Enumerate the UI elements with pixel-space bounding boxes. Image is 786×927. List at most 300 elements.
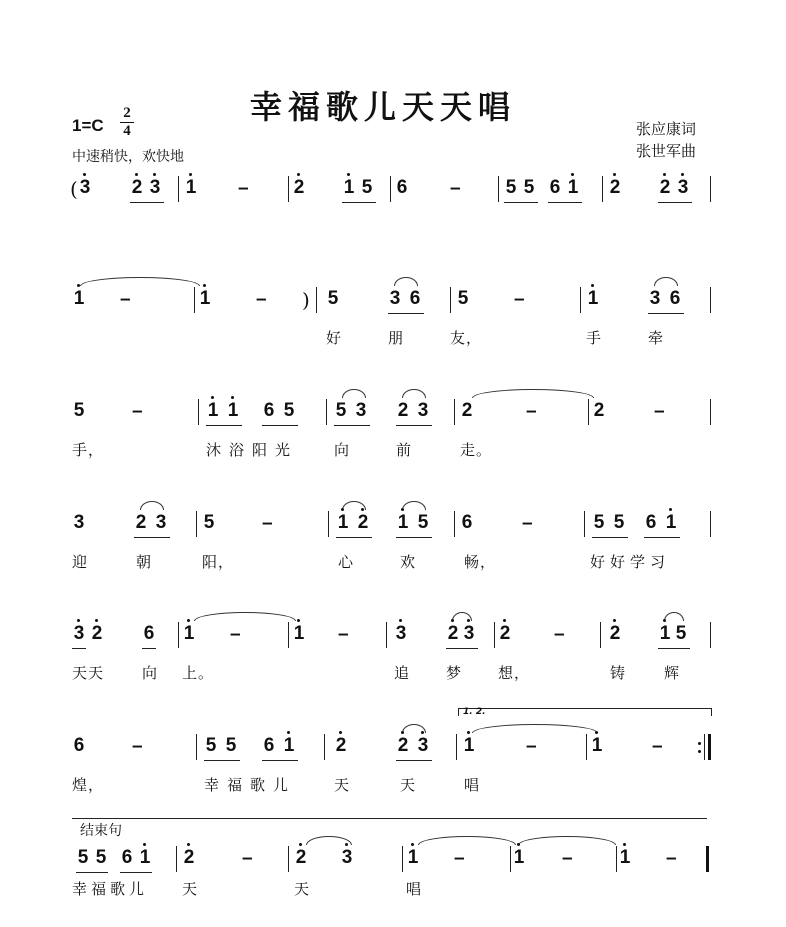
paren-close: ) xyxy=(302,288,310,312)
note xyxy=(416,401,430,421)
note-digit: 3 xyxy=(73,512,85,533)
lyric: 向 xyxy=(334,441,351,459)
note xyxy=(462,624,476,644)
beam xyxy=(204,760,240,761)
score-line-7 xyxy=(70,842,715,898)
score-line-3 xyxy=(70,395,715,459)
note-digit: 1 xyxy=(567,177,579,198)
note xyxy=(334,736,348,756)
note-digit: 1 xyxy=(587,288,599,309)
barline xyxy=(710,287,711,313)
note xyxy=(292,624,306,644)
note-digit: 6 xyxy=(263,735,275,756)
barline xyxy=(288,622,289,648)
note-digit: 2 xyxy=(499,623,511,644)
dash: – xyxy=(242,848,253,869)
note-digit: 5 xyxy=(675,623,687,644)
lyric: 唱 xyxy=(464,776,481,794)
note xyxy=(120,848,134,868)
note xyxy=(226,401,240,421)
note xyxy=(148,178,162,198)
note-digit: 3 xyxy=(417,400,429,421)
lyric: 心 xyxy=(338,553,355,571)
note xyxy=(406,848,420,868)
note xyxy=(292,178,306,198)
lyric: 幸福歌儿 xyxy=(72,880,149,898)
slur xyxy=(394,277,418,286)
note-digit: 6 xyxy=(645,512,657,533)
note-digit: 1 xyxy=(199,288,211,309)
key-signature xyxy=(72,116,104,136)
note-digit: 1 xyxy=(293,623,305,644)
note-digit: 1 xyxy=(397,512,409,533)
note-digit: 3 xyxy=(463,623,475,644)
note xyxy=(395,178,409,198)
note xyxy=(394,624,408,644)
note xyxy=(72,401,86,421)
dash: – xyxy=(526,736,537,757)
score-line-6 xyxy=(70,730,715,794)
note-digit: 2 xyxy=(659,177,671,198)
note xyxy=(142,624,156,644)
barline xyxy=(328,511,329,537)
note xyxy=(396,513,410,533)
beam xyxy=(134,537,170,538)
repeat-end-barline xyxy=(708,734,711,760)
note xyxy=(396,401,410,421)
tie xyxy=(518,836,616,845)
dash: – xyxy=(238,178,249,199)
dash: – xyxy=(554,624,565,645)
beam xyxy=(206,425,242,426)
note xyxy=(586,289,600,309)
lyric: 追 xyxy=(394,664,411,682)
note-digit: 3 xyxy=(155,512,167,533)
beam xyxy=(142,648,156,649)
note-digit: 6 xyxy=(409,288,421,309)
note xyxy=(334,401,348,421)
note-digit: 3 xyxy=(417,735,429,756)
note xyxy=(340,848,354,868)
note-digit: 2 xyxy=(397,735,409,756)
note-digit: 2 xyxy=(357,512,369,533)
score-line-1 xyxy=(70,172,715,212)
note xyxy=(326,289,340,309)
volta-label: 1. 2. xyxy=(463,707,486,717)
note xyxy=(134,513,148,533)
note xyxy=(72,736,86,756)
lyric: 手 xyxy=(586,329,603,347)
note xyxy=(262,401,276,421)
dash: – xyxy=(338,624,349,645)
note xyxy=(456,289,470,309)
note-digit: 5 xyxy=(417,512,429,533)
note-digit: 1 xyxy=(207,400,219,421)
note-digit: 6 xyxy=(263,400,275,421)
note-digit: 5 xyxy=(523,177,535,198)
note-digit: 3 xyxy=(649,288,661,309)
tie xyxy=(418,836,516,845)
note-digit: 6 xyxy=(143,623,155,644)
dash: – xyxy=(230,624,241,645)
note-digit: 1 xyxy=(185,177,197,198)
note-digit: 2 xyxy=(609,177,621,198)
note-digit: 2 xyxy=(461,400,473,421)
barline xyxy=(390,176,391,202)
note-digit: 3 xyxy=(341,847,353,868)
beam xyxy=(548,202,582,203)
dash: – xyxy=(666,848,677,869)
note-digit: 2 xyxy=(131,177,143,198)
beam xyxy=(658,648,690,649)
note xyxy=(336,513,350,533)
composer-credit: 张世军曲 xyxy=(636,142,697,160)
lyric: 向 xyxy=(142,664,159,682)
dash: – xyxy=(526,401,537,422)
note xyxy=(294,848,308,868)
note xyxy=(592,513,606,533)
lyric: 手， xyxy=(72,441,105,459)
lyric: 走。 xyxy=(460,441,493,459)
beam xyxy=(396,425,432,426)
lyric: 朋 xyxy=(388,329,405,347)
beam xyxy=(504,202,538,203)
beam xyxy=(592,537,628,538)
note xyxy=(648,289,662,309)
note xyxy=(566,178,580,198)
lyric: 天 xyxy=(400,776,417,794)
note-digit: 3 xyxy=(149,177,161,198)
dash: – xyxy=(450,178,461,199)
lyric: 煌， xyxy=(72,776,105,794)
barline xyxy=(386,622,387,648)
note-digit: 2 xyxy=(335,735,347,756)
key-label: 1=C xyxy=(72,116,104,135)
barline xyxy=(324,734,325,760)
note-digit: 1 xyxy=(513,847,525,868)
note xyxy=(618,848,632,868)
barline xyxy=(402,846,403,872)
note xyxy=(204,736,218,756)
note xyxy=(612,513,626,533)
note-digit: 5 xyxy=(283,400,295,421)
barline xyxy=(194,287,195,313)
note-digit: 5 xyxy=(613,512,625,533)
note xyxy=(138,848,152,868)
barline xyxy=(456,734,457,760)
beam xyxy=(446,648,478,649)
barline xyxy=(616,846,617,872)
note-digit: 6 xyxy=(396,177,408,198)
note xyxy=(262,736,276,756)
dash: – xyxy=(120,289,131,310)
lyric: 畅， xyxy=(464,553,497,571)
slur xyxy=(654,277,678,286)
note-digit: 5 xyxy=(73,400,85,421)
barline xyxy=(196,734,197,760)
note xyxy=(674,624,688,644)
note-digit: 6 xyxy=(549,177,561,198)
note-digit: 5 xyxy=(361,177,373,198)
note-digit: 1 xyxy=(283,735,295,756)
dash: – xyxy=(522,513,533,534)
note xyxy=(202,513,216,533)
dash: – xyxy=(132,401,143,422)
volta-bracket xyxy=(458,708,712,716)
beam xyxy=(342,202,376,203)
tie xyxy=(194,612,296,621)
note-digit: 5 xyxy=(225,735,237,756)
lyric: 天 xyxy=(182,880,199,898)
note xyxy=(548,178,562,198)
note-digit: 5 xyxy=(505,177,517,198)
note-digit: 6 xyxy=(73,735,85,756)
barline xyxy=(326,399,327,425)
note xyxy=(224,736,238,756)
ending-label: 结束句 xyxy=(80,823,122,839)
note-digit: 6 xyxy=(669,288,681,309)
barline xyxy=(584,511,585,537)
dash: – xyxy=(132,736,143,757)
note xyxy=(658,624,672,644)
note xyxy=(658,178,672,198)
ending-bracket xyxy=(72,818,707,819)
note xyxy=(154,513,168,533)
barline xyxy=(588,399,589,425)
note-digit: 1 xyxy=(139,847,151,868)
barline xyxy=(176,846,177,872)
lyric: 天天 xyxy=(72,664,105,682)
note xyxy=(462,736,476,756)
note-digit: 2 xyxy=(447,623,459,644)
barline xyxy=(288,176,289,202)
lyric: 迎 xyxy=(72,553,89,571)
barline xyxy=(580,287,581,313)
barline xyxy=(178,622,179,648)
beam xyxy=(396,537,432,538)
dash: – xyxy=(262,513,273,534)
barline xyxy=(454,399,455,425)
barline xyxy=(602,176,603,202)
barline xyxy=(454,511,455,537)
note-digit: 1 xyxy=(619,847,631,868)
repeat-dots xyxy=(698,742,701,758)
note xyxy=(94,848,108,868)
note xyxy=(498,624,512,644)
barline xyxy=(710,399,711,425)
note xyxy=(644,513,658,533)
note-digit: 5 xyxy=(327,288,339,309)
note-digit: 3 xyxy=(355,400,367,421)
dash: – xyxy=(514,289,525,310)
note xyxy=(72,289,86,309)
note-digit: 3 xyxy=(677,177,689,198)
note xyxy=(522,178,536,198)
tie xyxy=(472,389,594,398)
note-digit: 2 xyxy=(397,400,409,421)
tie xyxy=(80,277,200,286)
score-line-2 xyxy=(70,283,715,347)
song-title: 幸福歌儿天天唱 xyxy=(250,88,517,126)
note-digit: 2 xyxy=(609,623,621,644)
note xyxy=(354,401,368,421)
time-signature xyxy=(120,106,134,139)
barline xyxy=(494,622,495,648)
note xyxy=(282,736,296,756)
slur xyxy=(140,501,164,510)
note xyxy=(360,178,374,198)
slur xyxy=(402,501,426,510)
note xyxy=(76,848,90,868)
note-digit: 6 xyxy=(121,847,133,868)
lyric: 铸 xyxy=(610,664,627,682)
note: 3 xyxy=(78,178,92,198)
lyric: 天 xyxy=(294,880,311,898)
note-digit: 2 xyxy=(293,177,305,198)
lyric: 友， xyxy=(450,329,483,347)
beam xyxy=(120,872,152,873)
note-digit: 1 xyxy=(665,512,677,533)
note xyxy=(590,736,604,756)
note xyxy=(206,401,220,421)
note xyxy=(512,848,526,868)
note-digit: 1 xyxy=(463,735,475,756)
lyric: 唱 xyxy=(406,880,423,898)
note xyxy=(182,848,196,868)
barline xyxy=(288,846,289,872)
barline xyxy=(498,176,499,202)
paren-open: ( xyxy=(70,177,78,201)
lyric: 牵 xyxy=(648,329,665,347)
lyric: 好 xyxy=(326,329,343,347)
barline xyxy=(710,511,711,537)
note-digit: 5 xyxy=(457,288,469,309)
lyric: 上。 xyxy=(182,664,215,682)
note-digit: 2 xyxy=(295,847,307,868)
beam xyxy=(658,202,692,203)
note xyxy=(408,289,422,309)
note xyxy=(356,513,370,533)
note xyxy=(342,178,356,198)
beam xyxy=(262,425,298,426)
note-digit: 1 xyxy=(343,177,355,198)
note-digit: 2 xyxy=(91,623,103,644)
lyric: 天 xyxy=(334,776,351,794)
beam xyxy=(396,760,432,761)
note-digit: 1 xyxy=(73,288,85,309)
barline xyxy=(510,846,511,872)
beam xyxy=(130,202,164,203)
note-digit: 1 xyxy=(659,623,671,644)
note xyxy=(664,513,678,533)
note-digit: 2 xyxy=(135,512,147,533)
note-digit: 1 xyxy=(183,623,195,644)
tempo-marking: 中速稍快，欢快地 xyxy=(72,149,184,165)
note-digit: 5 xyxy=(205,735,217,756)
note xyxy=(416,736,430,756)
beam xyxy=(334,425,370,426)
beam xyxy=(336,537,372,538)
note xyxy=(184,178,198,198)
note-digit: 1 xyxy=(227,400,239,421)
dash: – xyxy=(256,289,267,310)
note-digit: 5 xyxy=(203,512,215,533)
lyric: 欢 xyxy=(400,553,417,571)
final-barline xyxy=(706,846,709,872)
note xyxy=(198,289,212,309)
lyric: 朝 xyxy=(136,553,153,571)
lyric: 辉 xyxy=(664,664,681,682)
meter-bottom: 4 xyxy=(123,123,131,139)
lyric: 前 xyxy=(396,441,413,459)
beam xyxy=(76,872,108,873)
note-digit: 2 xyxy=(593,400,605,421)
note xyxy=(416,513,430,533)
note xyxy=(388,289,402,309)
barline xyxy=(704,734,705,760)
note-digit: 1 xyxy=(407,847,419,868)
note xyxy=(446,624,460,644)
note xyxy=(460,513,474,533)
note-digit: 3 xyxy=(73,623,85,644)
beam xyxy=(262,760,298,761)
beam xyxy=(644,537,680,538)
note xyxy=(592,401,606,421)
note-digit: 1 xyxy=(337,512,349,533)
note-digit: 1 xyxy=(591,735,603,756)
lyric: 梦 xyxy=(446,664,463,682)
barline xyxy=(450,287,451,313)
note-digit: 5 xyxy=(77,847,89,868)
lyric: 阳， xyxy=(202,553,235,571)
barline xyxy=(586,734,587,760)
barline xyxy=(600,622,601,648)
note xyxy=(668,289,682,309)
note-digit: 5 xyxy=(593,512,605,533)
barline xyxy=(710,622,711,648)
lyric: 想， xyxy=(498,664,531,682)
lyric: 沐浴阳光 xyxy=(206,441,299,459)
note xyxy=(182,624,196,644)
lyric: 好好学习 xyxy=(590,553,671,571)
slur xyxy=(664,612,684,621)
slur xyxy=(402,389,426,398)
note xyxy=(90,624,104,644)
note xyxy=(608,178,622,198)
note-digit: 5 xyxy=(95,847,107,868)
note-digit: 3 xyxy=(389,288,401,309)
barline xyxy=(316,287,317,313)
note xyxy=(460,401,474,421)
note-digit: 5 xyxy=(335,400,347,421)
note-digit: 2 xyxy=(183,847,195,868)
note xyxy=(72,513,86,533)
note xyxy=(504,178,518,198)
note xyxy=(130,178,144,198)
slur xyxy=(342,389,366,398)
barline xyxy=(178,176,179,202)
meter-top: 2 xyxy=(123,105,131,121)
note xyxy=(282,401,296,421)
score-line-4 xyxy=(70,507,715,571)
beam xyxy=(648,313,684,314)
note xyxy=(396,736,410,756)
dash: – xyxy=(454,848,465,869)
score-line-5 xyxy=(70,618,715,682)
tie xyxy=(472,724,598,733)
beam xyxy=(72,648,86,649)
barline xyxy=(710,176,711,202)
